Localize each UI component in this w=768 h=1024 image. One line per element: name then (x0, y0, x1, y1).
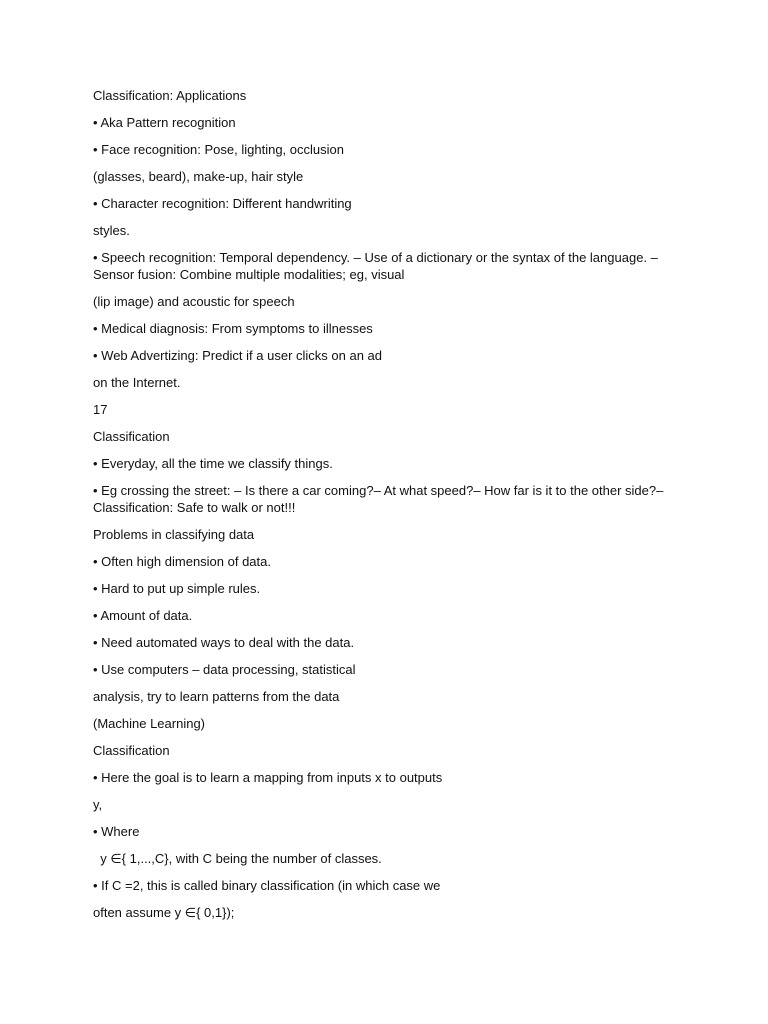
binary-classification-continued: often assume y ∈{ 0,1}); (93, 905, 235, 920)
bullet-pattern-recognition: • Aka Pattern recognition (93, 115, 236, 130)
page-number: 17 (93, 402, 108, 417)
bullet-character-recognition: • Character recognition: Different handwriting (93, 196, 352, 211)
machine-learning-note: (Machine Learning) (93, 716, 206, 731)
bullet-use-computers: • Use computers – data processing, statistical (93, 662, 356, 677)
bullet-binary-classification: • If C =2, this is called binary classification (in which case we (93, 878, 441, 893)
bullet-simple-rules: • Hard to put up simple rules. (93, 581, 261, 596)
heading-classification-2: Classification (93, 743, 170, 758)
character-recognition-continued: styles. (93, 223, 130, 238)
heading-problems-classifying: Problems in classifying data (93, 527, 255, 542)
face-recognition-continued: (glasses, beard), make-up, hair style (93, 169, 304, 184)
bullet-speech-recognition: • Speech recognition: Temporal dependency. – Use of a dictionary or the syntax of the language. – Sensor fusion: Combine multiple modalities; eg, visual (93, 250, 658, 282)
heading-classification: Classification (93, 429, 170, 444)
bullet-crossing-street: • Eg crossing the street: – Is there a car coming?– At what speed?– How far is it to the other side?– Classification: Safe to walk or not!!! (93, 483, 664, 515)
speech-recognition-continued: (lip image) and acoustic for speech (93, 294, 295, 309)
classes-definition: y ∈{ 1,...,C}, with C being the number of classes. (93, 851, 382, 866)
bullet-web-advertizing: • Web Advertizing: Predict if a user clicks on an ad (93, 348, 383, 363)
bullet-amount-of-data: • Amount of data. (93, 608, 193, 623)
web-advertizing-continued: on the Internet. (93, 375, 181, 390)
bullet-automated-ways: • Need automated ways to deal with the data. (93, 635, 355, 650)
document-body (93, 87, 673, 931)
bullet-where: • Where (93, 824, 140, 839)
bullet-everyday-classify: • Everyday, all the time we classify things. (93, 456, 333, 471)
heading-classification-applications: Classification: Applications (93, 88, 247, 103)
bullet-high-dimension: • Often high dimension of data. (93, 554, 271, 569)
learn-mapping-continued: y, (93, 797, 103, 812)
bullet-face-recognition: • Face recognition: Pose, lighting, occlusion (93, 142, 344, 157)
bullet-learn-mapping: • Here the goal is to learn a mapping from inputs x to outputs (93, 770, 443, 785)
use-computers-continued: analysis, try to learn patterns from the data (93, 689, 340, 704)
bullet-medical-diagnosis: • Medical diagnosis: From symptoms to illnesses (93, 321, 373, 336)
